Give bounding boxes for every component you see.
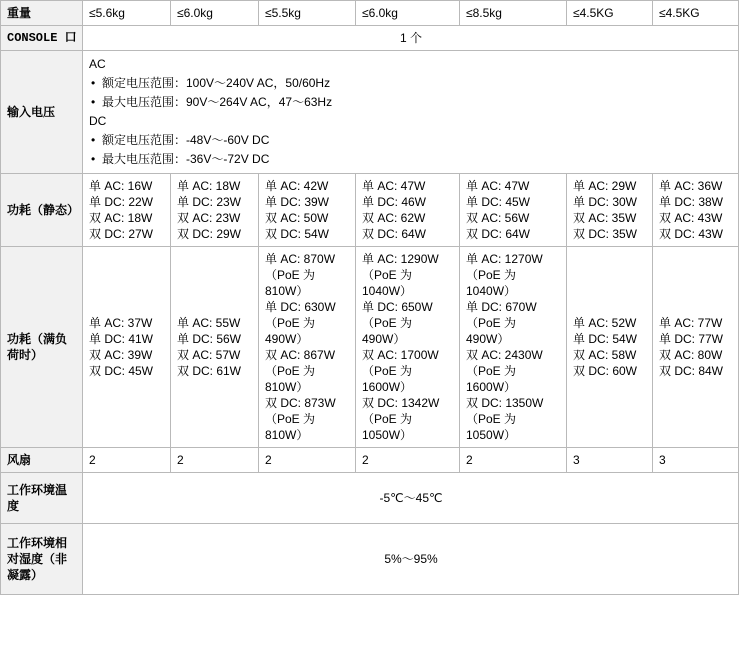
power-line: （PoE 为 bbox=[466, 412, 517, 426]
power-line: 1600W） bbox=[466, 380, 517, 394]
power-line: 双 DC: 45W bbox=[89, 364, 154, 378]
table-row-humidity bbox=[1, 524, 739, 595]
power-line: （PoE 为 bbox=[362, 412, 413, 426]
power-line: 双 AC: 35W bbox=[573, 211, 637, 225]
power-line: 双 DC: 873W bbox=[265, 396, 336, 410]
row-label-console: CONSOLE 口 bbox=[1, 26, 83, 51]
power-line: 810W） bbox=[265, 428, 309, 442]
power-line: 单 AC: 52W bbox=[573, 316, 637, 330]
power-line: （PoE 为 bbox=[362, 316, 413, 330]
power-line: 双 AC: 56W bbox=[466, 211, 530, 225]
input-voltage-value bbox=[83, 51, 739, 174]
power-line: 单 DC: 54W bbox=[573, 332, 638, 346]
power-line: 双 AC: 867W bbox=[265, 348, 336, 362]
power-line: 490W） bbox=[265, 332, 309, 346]
power-line: 单 DC: 30W bbox=[573, 195, 638, 209]
power-line: （PoE 为 bbox=[265, 364, 316, 378]
input-voltage-ac-title: AC bbox=[89, 57, 106, 71]
row-label-input-voltage: 输入电压 bbox=[1, 51, 83, 174]
power-line: 单 DC: 650W bbox=[362, 300, 433, 314]
list-item: • 最大电压范围：-36V～-72V DC bbox=[89, 150, 733, 169]
power-line: 单 DC: 45W bbox=[466, 195, 531, 209]
power-line: 单 AC: 16W bbox=[89, 179, 153, 193]
row-label-humidity: 工作环境相对湿度（非凝露） bbox=[1, 524, 83, 595]
weight-value-5: ≤8.5kg bbox=[460, 1, 567, 26]
power-line: 双 AC: 2430W bbox=[466, 348, 543, 362]
power-line: 单 DC: 41W bbox=[89, 332, 154, 346]
table-row-fans bbox=[1, 448, 739, 473]
power-line: （PoE 为 bbox=[362, 364, 413, 378]
power-line: 双 DC: 35W bbox=[573, 227, 638, 241]
power-line: 810W） bbox=[265, 284, 309, 298]
power-line: 1050W） bbox=[466, 428, 517, 442]
power-line: 1050W） bbox=[362, 428, 413, 442]
power-line: 单 AC: 42W bbox=[265, 179, 329, 193]
power-line: 单 AC: 1290W bbox=[362, 252, 439, 266]
power-line: 双 AC: 58W bbox=[573, 348, 637, 362]
fans-value-7: 3 bbox=[653, 448, 739, 473]
power-line: （PoE 为 bbox=[362, 268, 413, 282]
row-label-power-idle: 功耗（静态） bbox=[1, 174, 83, 247]
power-line: 双 AC: 57W bbox=[177, 348, 241, 362]
row-label-fans: 风扇 bbox=[1, 448, 83, 473]
power-line: （PoE 为 bbox=[265, 316, 316, 330]
power-line: 1040W） bbox=[466, 284, 517, 298]
power-line: 双 DC: 43W bbox=[659, 227, 724, 241]
power-line: 单 DC: 56W bbox=[177, 332, 242, 346]
power-line: （PoE 为 bbox=[466, 268, 517, 282]
power-line: 490W） bbox=[466, 332, 510, 346]
power-line: 双 AC: 23W bbox=[177, 211, 241, 225]
row-label-weight: 重量 bbox=[1, 1, 83, 26]
power-line: 单 DC: 77W bbox=[659, 332, 724, 346]
table-row-power-full bbox=[1, 247, 739, 448]
power-line: 1040W） bbox=[362, 284, 413, 298]
input-voltage-dc-title: DC bbox=[89, 114, 107, 128]
power-line: 单 AC: 870W bbox=[265, 252, 336, 266]
row-label-power-full: 功耗（满负荷时） bbox=[1, 247, 83, 448]
power-line: 单 AC: 47W bbox=[466, 179, 530, 193]
power-line: 双 DC: 27W bbox=[89, 227, 154, 241]
fans-value-6: 3 bbox=[567, 448, 653, 473]
power-line: 双 AC: 39W bbox=[89, 348, 153, 362]
row-label-temperature: 工作环境温度 bbox=[1, 473, 83, 524]
power-line: 双 AC: 18W bbox=[89, 211, 153, 225]
power-line: 单 AC: 47W bbox=[362, 179, 426, 193]
humidity-value: 5%～95% bbox=[83, 524, 739, 595]
power-line: 双 AC: 80W bbox=[659, 348, 723, 362]
power-line: 双 DC: 61W bbox=[177, 364, 242, 378]
power-line: 单 AC: 77W bbox=[659, 316, 723, 330]
weight-value-2: ≤6.0kg bbox=[171, 1, 259, 26]
power-line: 单 DC: 46W bbox=[362, 195, 427, 209]
power-line: 490W） bbox=[362, 332, 406, 346]
fans-value-1: 2 bbox=[83, 448, 171, 473]
fans-value-3: 2 bbox=[259, 448, 356, 473]
power-line: 单 DC: 39W bbox=[265, 195, 330, 209]
power-line: 双 DC: 1342W bbox=[362, 396, 440, 410]
weight-value-3: ≤5.5kg bbox=[259, 1, 356, 26]
power-line: 单 DC: 22W bbox=[89, 195, 154, 209]
list-item: • 额定电压范围：-48V～-60V DC bbox=[89, 131, 733, 150]
weight-value-4: ≤6.0kg bbox=[356, 1, 460, 26]
power-idle-col-5 bbox=[460, 174, 567, 247]
table-row-temperature bbox=[1, 473, 739, 524]
power-line: 双 AC: 50W bbox=[265, 211, 329, 225]
power-full-col-1 bbox=[83, 247, 171, 448]
power-line: 双 DC: 29W bbox=[177, 227, 242, 241]
power-line: 单 AC: 36W bbox=[659, 179, 723, 193]
power-line: 单 AC: 1270W bbox=[466, 252, 543, 266]
input-voltage-dc-list bbox=[89, 131, 733, 169]
power-idle-col-3 bbox=[259, 174, 356, 247]
power-line: 双 DC: 54W bbox=[265, 227, 330, 241]
power-line: 单 AC: 37W bbox=[89, 316, 153, 330]
power-line: 双 AC: 1700W bbox=[362, 348, 439, 362]
fans-value-4: 2 bbox=[356, 448, 460, 473]
power-full-col-2 bbox=[171, 247, 259, 448]
power-line: 双 DC: 60W bbox=[573, 364, 638, 378]
power-line: 单 DC: 38W bbox=[659, 195, 724, 209]
power-line: 单 DC: 630W bbox=[265, 300, 336, 314]
list-item: • 额定电压范围：100V～240V AC，50/60Hz bbox=[89, 74, 733, 93]
power-line: 单 AC: 55W bbox=[177, 316, 241, 330]
power-idle-col-6 bbox=[567, 174, 653, 247]
power-idle-col-1 bbox=[83, 174, 171, 247]
power-line: 双 DC: 64W bbox=[466, 227, 531, 241]
power-line: （PoE 为 bbox=[466, 316, 517, 330]
power-line: 1600W） bbox=[362, 380, 413, 394]
table-row-weight bbox=[1, 1, 739, 26]
power-idle-col-7 bbox=[653, 174, 739, 247]
weight-value-7: ≤4.5KG bbox=[653, 1, 739, 26]
power-full-col-6 bbox=[567, 247, 653, 448]
table-row-console bbox=[1, 26, 739, 51]
weight-value-6: ≤4.5KG bbox=[567, 1, 653, 26]
power-line: （PoE 为 bbox=[466, 364, 517, 378]
fans-value-2: 2 bbox=[171, 448, 259, 473]
power-line: 双 AC: 43W bbox=[659, 211, 723, 225]
temperature-value: -5℃～45℃ bbox=[83, 473, 739, 524]
power-full-col-5 bbox=[460, 247, 567, 448]
power-idle-col-4 bbox=[356, 174, 460, 247]
power-line: （PoE 为 bbox=[265, 268, 316, 282]
power-line: 双 DC: 1350W bbox=[466, 396, 544, 410]
weight-value-1: ≤5.6kg bbox=[83, 1, 171, 26]
power-line: （PoE 为 bbox=[265, 412, 316, 426]
input-voltage-ac-list bbox=[89, 74, 733, 112]
table-row-power-idle bbox=[1, 174, 739, 247]
list-item: • 最大电压范围：90V～264V AC，47～63Hz bbox=[89, 93, 733, 112]
power-full-col-7 bbox=[653, 247, 739, 448]
console-value: 1 个 bbox=[83, 26, 739, 51]
power-full-col-3 bbox=[259, 247, 356, 448]
power-line: 单 DC: 23W bbox=[177, 195, 242, 209]
power-full-col-4 bbox=[356, 247, 460, 448]
power-line: 单 DC: 670W bbox=[466, 300, 537, 314]
power-line: 双 DC: 64W bbox=[362, 227, 427, 241]
power-line: 双 DC: 84W bbox=[659, 364, 724, 378]
power-line: 810W） bbox=[265, 380, 309, 394]
power-line: 双 AC: 62W bbox=[362, 211, 426, 225]
fans-value-5: 2 bbox=[460, 448, 567, 473]
power-line: 单 AC: 29W bbox=[573, 179, 637, 193]
table-row-input-voltage bbox=[1, 51, 739, 174]
power-idle-col-2 bbox=[171, 174, 259, 247]
power-line: 单 AC: 18W bbox=[177, 179, 241, 193]
